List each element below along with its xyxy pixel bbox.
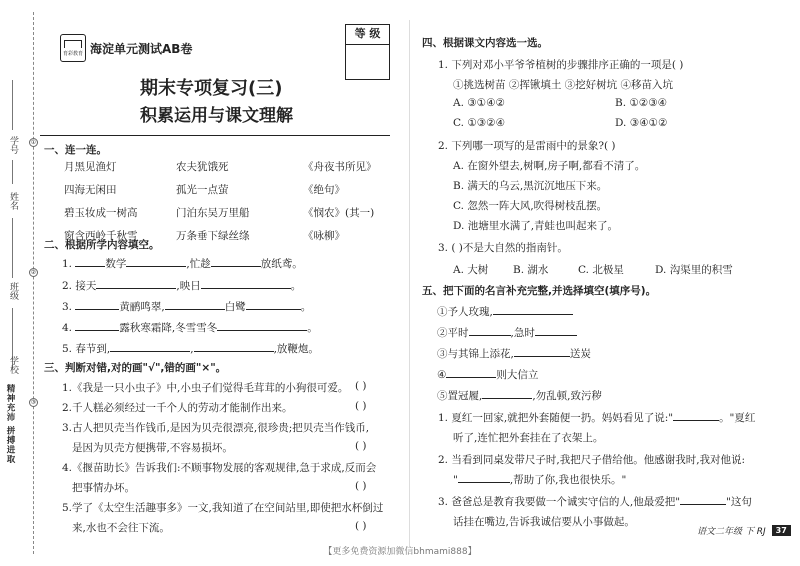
q-text: ②平时	[437, 327, 469, 339]
q-text: 露秋寒霜降,冬雪雪冬	[119, 322, 218, 334]
match-right[interactable]: 《悯农》(其一)	[303, 207, 375, 219]
q-text: 送炭	[569, 348, 591, 360]
judge-item-3-line2: 是因为贝壳方便携带,不容易损坏。	[72, 442, 233, 454]
student-id-line	[12, 80, 13, 130]
cut-line	[33, 12, 34, 554]
match-right[interactable]: 《咏柳》	[303, 230, 345, 242]
q-text: ,忙趁	[186, 258, 211, 270]
blank[interactable]	[75, 300, 119, 310]
watermark: 【更多免费资源加微信bhmami888】	[323, 547, 477, 557]
q-text: ,	[161, 301, 165, 313]
grade-box	[345, 24, 390, 80]
binding-mark-1: ①	[30, 139, 37, 146]
blank[interactable]	[75, 257, 105, 267]
fill-question-1	[62, 256, 303, 271]
judge-item-4	[62, 460, 376, 475]
proverb-1	[437, 304, 573, 319]
page-title: 期末专项复习(三)	[140, 78, 283, 99]
q-text: ,	[190, 343, 194, 355]
option-a[interactable]: A. 在窗外望去,树啊,房子啊,都看不清了。	[453, 160, 646, 172]
school-label: 学校	[8, 356, 18, 374]
q-text: 数学	[105, 258, 127, 270]
proverb-4	[437, 367, 538, 382]
fill-question-3	[62, 299, 311, 314]
option-b[interactable]: B. 满天的乌云,黑沉沉地压下来。	[453, 180, 608, 192]
q-text: 白鹭	[224, 301, 246, 313]
match-middle[interactable]: 万条垂下绿丝绦	[176, 230, 250, 242]
blank[interactable]	[469, 326, 511, 336]
q-text: 3. 爸爸总是教育我要做一个诚实守信的人,他最爱把"	[438, 496, 681, 508]
blank[interactable]	[680, 495, 726, 505]
option-b[interactable]: B. ①②③④	[615, 97, 668, 109]
match-middle[interactable]: 门泊东吴万里船	[176, 207, 250, 219]
answer-paren[interactable]: ( )	[355, 520, 367, 532]
section-5-title: 五、把下面的名言补充完整,并选择填空(填序号)。	[422, 285, 657, 297]
proverb-2	[437, 325, 577, 340]
q-number: 1.	[62, 382, 73, 394]
header-divider	[40, 135, 390, 136]
match-right[interactable]: 《绝句》	[303, 184, 345, 196]
q-text: 。	[300, 301, 312, 313]
series-brand	[60, 34, 192, 62]
blank[interactable]	[246, 300, 301, 310]
q-text: 。"夏红	[719, 412, 756, 424]
q-text: 古人把贝壳当作钱币,是因为贝壳很漂亮,很珍贵;把贝壳当作钱币,	[72, 422, 370, 434]
grade-label: 等 级	[346, 25, 389, 45]
q-text: 1. 夏红一回家,就把外套随便一扔。妈妈看见了说:"	[438, 412, 674, 424]
option-d[interactable]: D. 池塘里水满了,青蛙也叫起来了。	[453, 220, 619, 232]
answer-paren[interactable]: ( )	[355, 480, 367, 492]
match-middle[interactable]: 孤光一点萤	[176, 184, 229, 196]
blank[interactable]	[673, 411, 719, 421]
motto: 精神充沛 拼搏进取	[5, 384, 15, 464]
q-text: ,帮助了你,我也很快乐。"	[509, 474, 627, 486]
fill-question-2	[62, 278, 301, 293]
blank[interactable]	[217, 321, 307, 331]
q-text: ⑤置冠履,	[437, 390, 483, 402]
q-text: ,勿乱顿,致污秽	[532, 390, 603, 402]
table-row	[64, 182, 377, 203]
section-1-title: 一、连一连。	[44, 144, 107, 156]
blank[interactable]	[211, 257, 261, 267]
q-number: 3.	[62, 301, 73, 313]
blank[interactable]	[446, 368, 496, 378]
match-left[interactable]: 四海无闲田	[64, 184, 117, 196]
scenario-3-line1	[438, 494, 752, 509]
q-text: ,放鞭炮。	[273, 343, 319, 355]
blank[interactable]	[126, 257, 186, 267]
q-text: ①予人玫瑰,	[437, 306, 493, 318]
section-2-title: 二、根据所学内容填空。	[44, 239, 160, 251]
match-middle[interactable]: 农夫犹饿死	[176, 161, 229, 173]
blank[interactable]	[201, 279, 291, 289]
judge-item-4-line2: 把事情办坏。	[72, 482, 135, 494]
q-text: ③与其锦上添花,	[437, 348, 514, 360]
class-label: 班级	[8, 282, 18, 300]
judge-item-1	[62, 380, 348, 395]
binding-mark-2: ②	[30, 269, 37, 276]
q-number: 2.	[62, 280, 73, 292]
answer-paren[interactable]: ( )	[355, 440, 367, 452]
binding-mark-3: ③	[30, 399, 37, 406]
table-row	[64, 159, 377, 180]
scenario-2-line1: 2. 当看到同桌发带尺子时,我把尺子借给他。他感谢我时,我对他说:	[438, 454, 746, 466]
page-number: 37	[772, 525, 791, 536]
scenario-1-line2: 听了,连忙把外套挂在了衣架上。	[453, 432, 604, 444]
choice-q1-stem: 1. 下列对邓小平爷爷植树的步骤排序正确的一项是( )	[438, 59, 684, 71]
q-text: 。	[290, 280, 302, 292]
option-b[interactable]: B. 湖水	[513, 264, 549, 276]
blank[interactable]	[514, 347, 570, 357]
option-a[interactable]: A. ③①④②	[453, 97, 505, 109]
student-id-line-2	[12, 160, 13, 184]
q-text: 千人糕必须经过一千个人的劳动才能制作出来。	[72, 402, 293, 414]
judge-item-5	[62, 500, 383, 515]
option-d[interactable]: D. ③④①②	[615, 117, 668, 129]
q-text: ,映日	[176, 280, 201, 292]
answer-paren[interactable]: ( )	[355, 380, 367, 392]
q-text: 《我是一只小虫子》中,小虫子们觉得毛茸茸的小狗很可爱。	[72, 382, 349, 394]
q-text: 黄鹂鸣翠	[119, 301, 162, 313]
section-3-title: 三、判断对错,对的画"√",错的画"×"。	[44, 362, 227, 374]
option-c[interactable]: C. 忽然一阵大风,吹得树枝乱摆。	[453, 200, 608, 212]
school-logo-icon	[60, 34, 86, 62]
q-number: 4.	[62, 322, 73, 334]
blank[interactable]	[194, 342, 274, 352]
blank[interactable]	[165, 300, 225, 310]
option-d[interactable]: D. 沟渠里的积雪	[655, 264, 733, 276]
blank[interactable]	[75, 321, 119, 331]
q-text: 学了《太空生活趣事多》一文,我知道了在空间站里,即使把水杯倒过	[72, 502, 384, 514]
answer-paren[interactable]: ( )	[355, 400, 367, 412]
q-number: 4.	[62, 462, 73, 474]
section-4-title: 四、根据课文内容选一选。	[422, 37, 548, 49]
choice-q1-steps: ①挑选树苗 ②挥锹填土 ③挖好树坑 ④移苗入坑	[453, 79, 674, 91]
q-text: 则大信立	[496, 369, 539, 381]
q-text: 放纸鸢。	[260, 258, 303, 270]
judge-item-5-line2: 来,水也不会往下流。	[72, 522, 170, 534]
q-number: 3.	[62, 422, 73, 434]
q-number: 5.	[62, 502, 73, 514]
scenario-3-line2: 话挂在嘴边,告诉我诚信要从小事做起。	[453, 516, 635, 528]
q-text: 接天	[75, 280, 97, 292]
q-text: ,急时	[510, 327, 535, 339]
q-text: 《揠苗助长》告诉我们:不顾事物发展的客观规律,急于求成,反而会	[72, 462, 377, 474]
scenario-1-line1	[438, 410, 755, 425]
blank[interactable]	[110, 342, 190, 352]
blank[interactable]	[535, 326, 577, 336]
judge-item-2	[62, 400, 293, 415]
scenario-2-line2	[453, 472, 626, 487]
page-subtitle: 积累运用与课文理解	[140, 106, 293, 126]
choice-q3-stem: 3. ( )不是大自然的指南针。	[438, 242, 568, 254]
match-left[interactable]: 碧玉妆成一树高	[64, 207, 138, 219]
option-c[interactable]: C. 北极星	[578, 264, 624, 276]
q-text: "	[453, 474, 458, 486]
match-left[interactable]: 窗含西岭千秋雪	[64, 230, 138, 242]
judge-item-3	[62, 420, 369, 435]
blank[interactable]	[482, 389, 532, 399]
q-number: 5.	[62, 343, 73, 355]
proverb-3	[437, 346, 591, 361]
q-text: ④	[437, 369, 447, 381]
q-number: 2.	[62, 402, 73, 414]
blank[interactable]	[96, 279, 176, 289]
fill-question-5	[62, 341, 319, 356]
q-text: 。	[307, 322, 318, 334]
name-label: 姓名	[8, 192, 18, 210]
name-line	[12, 218, 13, 278]
match-right[interactable]: 《舟夜书所见》	[303, 161, 377, 173]
option-c[interactable]: C. ①③②④	[453, 117, 505, 129]
proverb-5	[437, 388, 602, 403]
blank[interactable]	[458, 473, 510, 483]
q-text: 春节到,	[75, 343, 111, 355]
logo-caption: 育彩教育	[62, 50, 83, 57]
blank[interactable]	[493, 305, 573, 315]
choice-q2-stem: 2. 下列哪一项写的是雷雨中的景象?( )	[438, 140, 616, 152]
option-a[interactable]: A. 大树	[453, 264, 489, 276]
page-footer	[697, 524, 791, 537]
q-text: "这句	[726, 496, 752, 508]
center-divider	[409, 20, 410, 546]
q-number: 1.	[62, 258, 73, 270]
table-row	[64, 205, 377, 226]
series-title: 海淀单元测试AB卷	[90, 41, 193, 56]
fill-question-4	[62, 320, 318, 335]
match-left[interactable]: 月黑见渔灯	[64, 161, 117, 173]
course-label: 语文二年级 下 RJ	[697, 527, 766, 537]
student-id-label: 学号	[8, 136, 18, 154]
binding-margin	[0, 0, 38, 566]
